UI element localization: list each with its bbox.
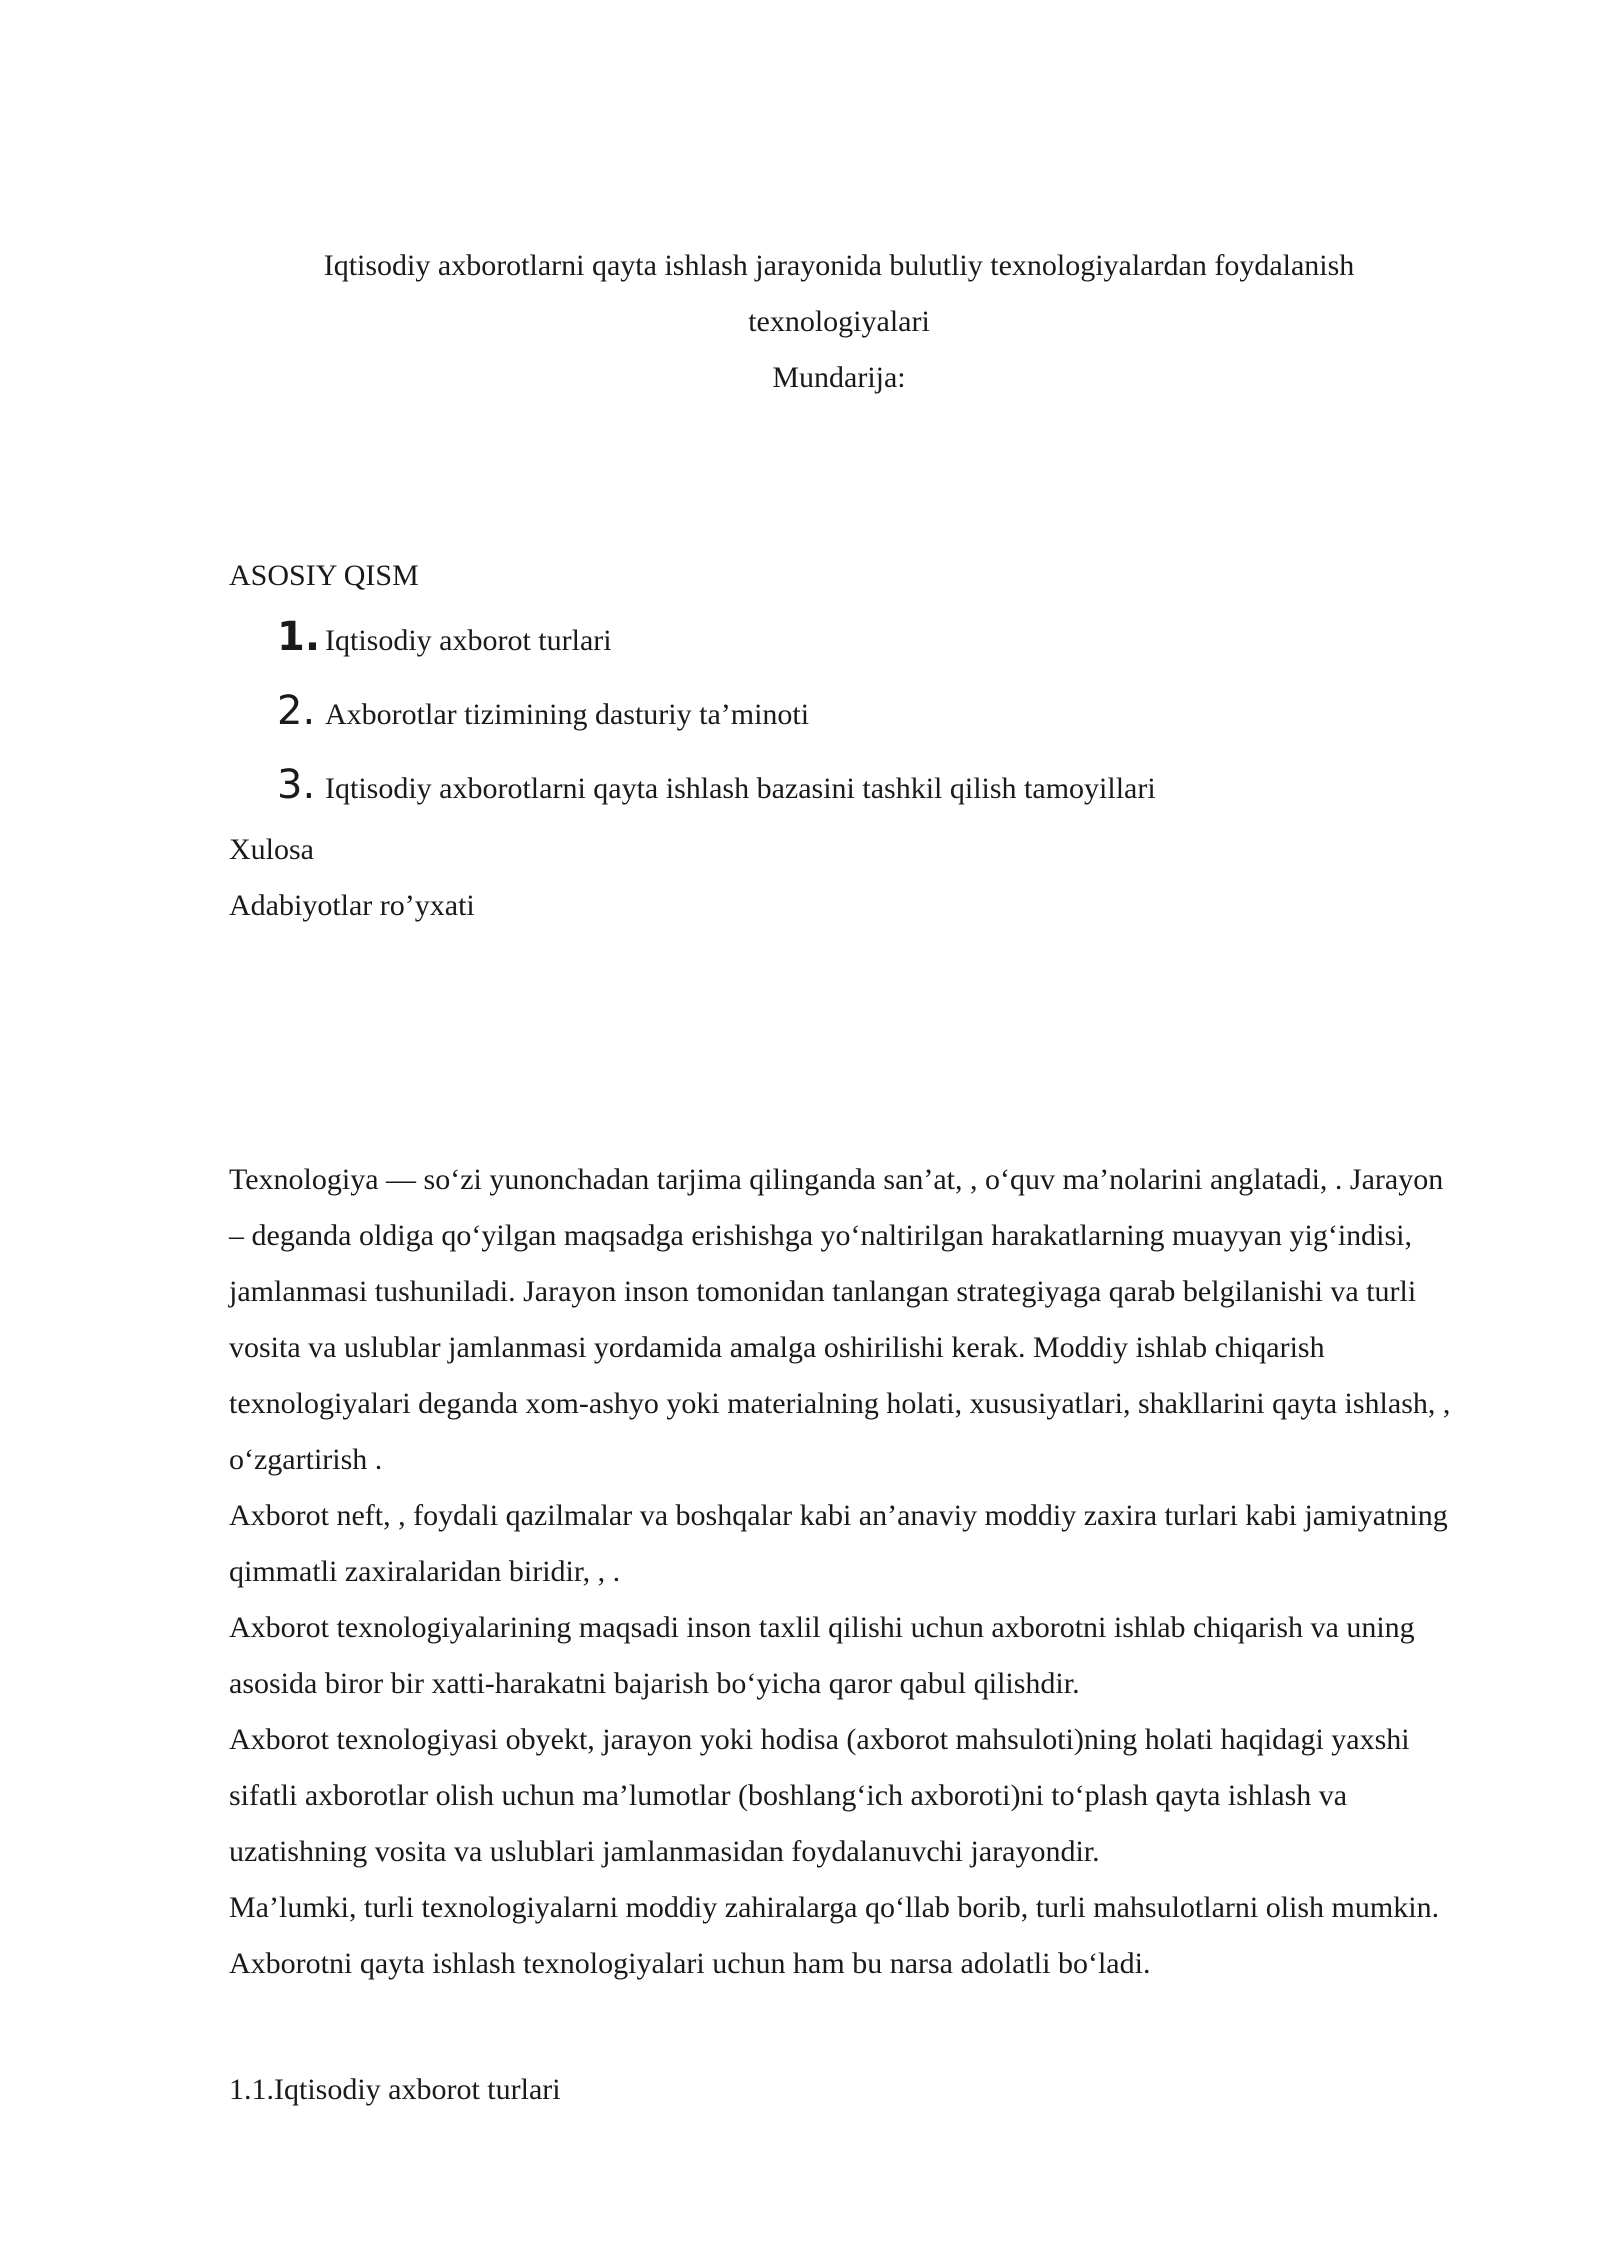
body-paragraph: Axborot texnologiyalarining maqsadi inson taxlil qilishi uchun axborotni ishlab chiqarish va uning asosida biror bir xatti-harakatni bajarish bo‘yicha qaror qabul qilishdir.: [229, 1611, 1415, 1700]
toc-bibliography: Adabiyotlar ro’yxati: [229, 889, 475, 922]
body-paragraph: Texnologiya — so‘zi yunonchadan tarjima qilinganda san’at, , o‘quv ma’nolarini anglatadi, . Jarayon – deganda oldiga qo‘yilgan maqsadga erishishga yo‘naltirilgan harakatlarning muayyan yig‘indisi, jamlanmasi tushuniladi. Jarayon inson tomonidan tanlangan strategiyaga qarab belgilanishi va turli vosita va uslublar jamlanmasi yordamida amalga oshirilishi kerak. Moddiy ishlab chiqarish texnologiyalari deganda xom-ashyo yoki materialning holati, xususiyatlari, shakllarini qayta ishlash, , o‘zgartirish .: [229, 1163, 1451, 1476]
toc-item: [229, 674, 1449, 748]
body-paragraph: Axborot neft, , foydali qazilmalar va boshqalar kabi an’anaviy moddiy zaxira turlari kabi jamiyatning qimmatli zaxiralaridan biridir, , .: [229, 1499, 1448, 1588]
toc-item-text: Iqtisodiy axborot turlari: [325, 624, 612, 657]
table-of-contents: [229, 552, 1449, 934]
toc-item: [229, 748, 1449, 822]
toc-item-text: Axborotlar tizimining dasturiy ta’minoti: [325, 698, 810, 731]
document-title-line-1: Iqtisodiy axborotlarni qayta ishlash jarayonida bulutliy texnologiyalardan foydalanish: [323, 249, 1355, 282]
contents-label: Mundarija:: [772, 361, 906, 394]
toc-item-number: 2.: [277, 688, 316, 734]
toc-heading: ASOSIY QISM: [229, 559, 419, 592]
body-paragraph: Ma’lumki, turli texnologiyalarni moddiy zahiralarga qo‘llab borib, turli mahsulotlarni olish mumkin. Axborotni qayta ishlash texnologiyalari uchun ham bu narsa adolatli bo‘ladi.: [229, 1891, 1440, 1980]
body-text: [229, 1152, 1459, 1992]
body-paragraph: Axborot texnologiyasi obyekt, jarayon yoki hodisa (axborot mahsuloti)ning holati haqidagi yaxshi sifatli axborotlar olish uchun ma’lumotlar (boshlang‘ich axboroti)ni to‘plash qayta ishlash va uzatishning vosita va uslublari jamlanmasidan foydalanuvchi jarayondir.: [229, 1723, 1410, 1868]
section-heading: 1.1.Iqtisodiy axborot turlari: [229, 2073, 561, 2106]
toc-conclusion: Xulosa: [229, 833, 314, 866]
toc-item-number: 3.: [277, 762, 316, 808]
toc-item: [229, 600, 1449, 674]
document-title-line-2: texnologiyalari: [748, 305, 930, 338]
toc-list: [229, 600, 1449, 822]
toc-item-number: 1.: [277, 614, 321, 660]
title-block: [229, 238, 1449, 406]
toc-item-text: Iqtisodiy axborotlarni qayta ishlash bazasini tashkil qilish tamoyillari: [325, 772, 1156, 805]
